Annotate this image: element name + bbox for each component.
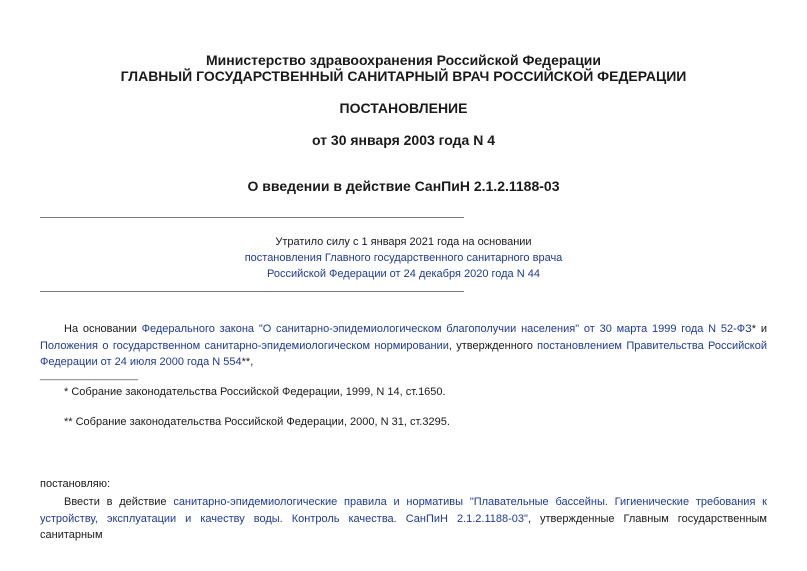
decree-prefix: Ввести в действие <box>64 496 174 508</box>
footnote-mark-1: * <box>751 323 757 335</box>
paragraph-end: , <box>250 356 254 368</box>
federal-law-link[interactable]: Федерального закона "О санитарно-эпидемиологическом благополучии населения" от 30 марта 1999 года N 52-ФЗ <box>141 323 752 335</box>
status-note-link-line3[interactable]: Российской Федерации от 24 декабря 2020 года N 44 <box>267 268 540 280</box>
decree-suffix: , утвержденные Главным государственным санитарным <box>40 512 767 541</box>
footnote-2: ** Собрание законодательства Российской Федерации, 2000, N 31, ст.3295. <box>64 416 450 428</box>
divider-top <box>40 217 464 218</box>
basis-prefix: На основании <box>64 323 142 335</box>
footnote-1: * Собрание законодательства Российской Федерации, 1999, N 14, ст.1650. <box>64 386 446 398</box>
status-note-link-line2[interactable]: постановления Главного государственного санитарного врача <box>244 252 563 264</box>
regulation-link[interactable]: Положения о государственном санитарно-эпидемиологическом нормировании <box>40 339 449 352</box>
footnote-mark-2: ** <box>241 356 251 368</box>
sanpin-rules-link[interactable]: санитарно-эпидемиологические правила и нормативы "Плавательные бассейны. Гигиенические требования к устройству, эксплуатации и качеству воды. Контроль качества. СанПиН 2.1.2.1188-03" <box>40 496 767 525</box>
document-type: ПОСТАНОВЛЕНИЕ <box>339 100 468 116</box>
document-date-number: от 30 января 2003 года N 4 <box>311 132 496 148</box>
document-title: О введении в действие СанПиН 2.1.2.1188-03 <box>247 178 560 194</box>
divider-bottom <box>40 291 464 292</box>
basis-paragraph <box>40 321 767 371</box>
decree-heading: постановляю: <box>40 478 111 490</box>
government-resolution-link[interactable]: постановлением Правительства Российской Федерации от 24 июля 2000 года N 554 <box>40 339 768 368</box>
status-note-line1: Утратило силу с 1 января 2021 года на основании <box>275 236 532 248</box>
official-title: ГЛАВНЫЙ ГОСУДАРСТВЕННЫЙ САНИТАРНЫЙ ВРАЧ РОССИЙСКОЙ ФЕДЕРАЦИИ <box>120 68 687 84</box>
conjunction-text: и <box>756 323 767 335</box>
footnote-separator: ________________ <box>40 369 138 381</box>
decree-paragraph <box>40 494 767 544</box>
approved-text: , утвержденного <box>448 339 538 352</box>
ministry-name: Министерство здравоохранения Российской Федерации <box>205 52 602 68</box>
